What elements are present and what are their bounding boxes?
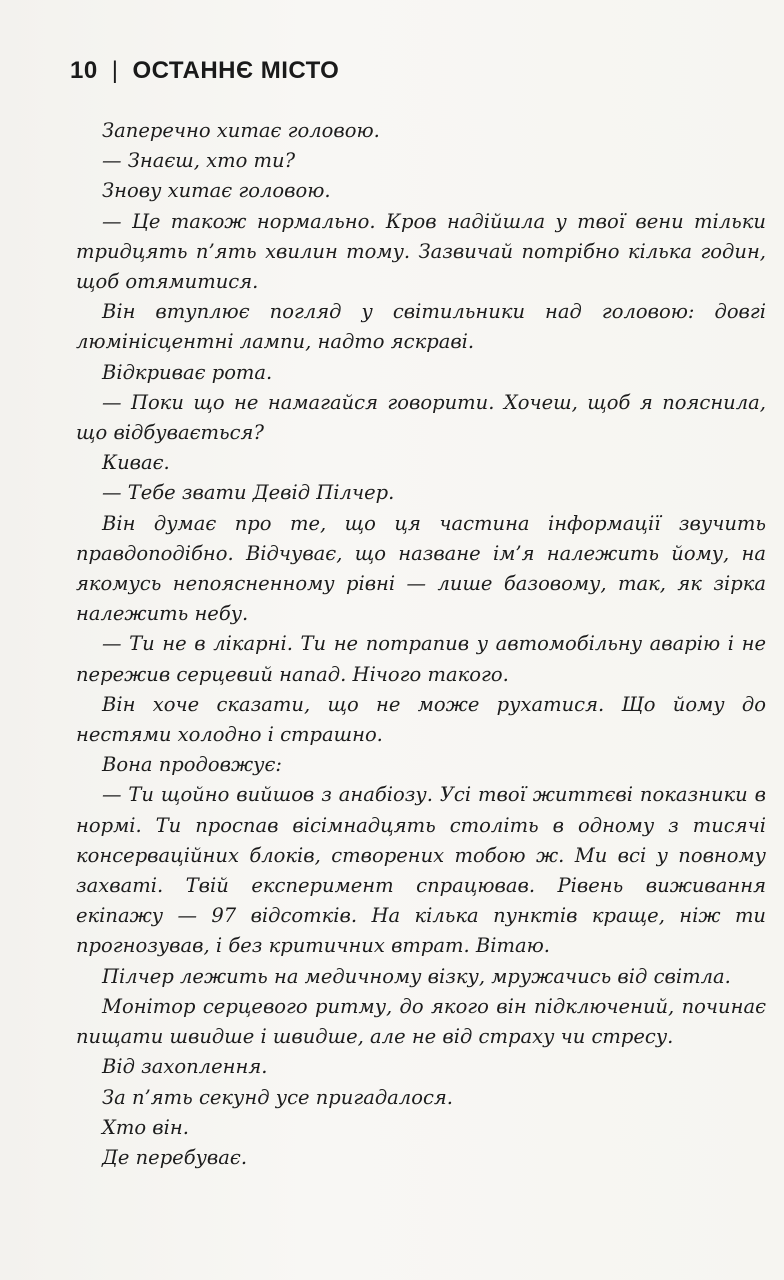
paragraph: — Поки що не намагайся говорити. Хочеш, щоб я пояснила, що відбувається? xyxy=(76,390,766,445)
paragraph: Він думає про те, що ця частина інформації звучить правдоподібно. Відчуває, що назване ім’я належить йому, на якомусь непоясненному рівні — лише базовому, так, як зірка належить небу. xyxy=(76,511,766,626)
paragraph: Вона продовжує: xyxy=(102,753,282,777)
book-title: ОСТАННЄ МІСТО xyxy=(132,57,340,84)
paragraph: — Це також нормально. Кров надійшла у твої вени тільки тридцять п’ять хвилин тому. Зазвичай потрібно кілька годин, щоб отямитися. xyxy=(76,209,766,294)
paragraph: За п’ять секунд усе пригадалося. xyxy=(102,1085,453,1109)
paragraph: Відкриває рота. xyxy=(102,360,273,384)
paragraph: Він втуплює погляд у світильники над головою: довгі люмінісцентні лампи, надто яскраві. xyxy=(76,300,766,354)
page-number: 10 xyxy=(70,57,98,84)
running-header xyxy=(70,57,339,85)
paragraph: Знову хитає головою. xyxy=(102,179,331,203)
paragraph: Заперечно хитає головою. xyxy=(102,119,380,142)
body-text xyxy=(76,116,766,1173)
paragraph: Він хоче сказати, що не може рухатися. Що йому до нестями холодно і страшно. xyxy=(76,692,766,747)
paragraph: Пілчер лежить на медичному візку, мружачись від світла. xyxy=(102,964,731,988)
paragraph: — Знаєш, хто ти? xyxy=(102,149,296,173)
paragraph: Від захоплення. xyxy=(102,1055,268,1079)
paragraph: — Тебе звати Девід Пілчер. xyxy=(102,481,395,505)
header-separator: | xyxy=(111,57,119,84)
paragraph: — Ти щойно вийшов з анабіозу. Усі твої життєві показники в нормі. Ти проспав вісімнадцять століть в одному з тисячі консерваційних блоків, створених тобою ж. Ми всі у повному захваті. Твій експеримент спрацював. Рівень виживання екіпажу — 97 відсотків. На кілька пунктів краще, ніж ти прогнозував, і без критичних втрат. Вітаю. xyxy=(76,783,766,958)
paragraph: Де перебуває. xyxy=(102,1145,248,1169)
paragraph: — Ти не в лікарні. Ти не потрапив у автомобільну аварію і не пережив серцевий напад. Нічого такого. xyxy=(76,632,766,686)
paragraph: Монітор серцевого ритму, до якого він підключений, починає пищати швидше і швидше, але не від страху чи стресу. xyxy=(76,994,766,1049)
paragraph: Киває. xyxy=(102,451,170,475)
paragraph: Хто він. xyxy=(102,1115,189,1139)
